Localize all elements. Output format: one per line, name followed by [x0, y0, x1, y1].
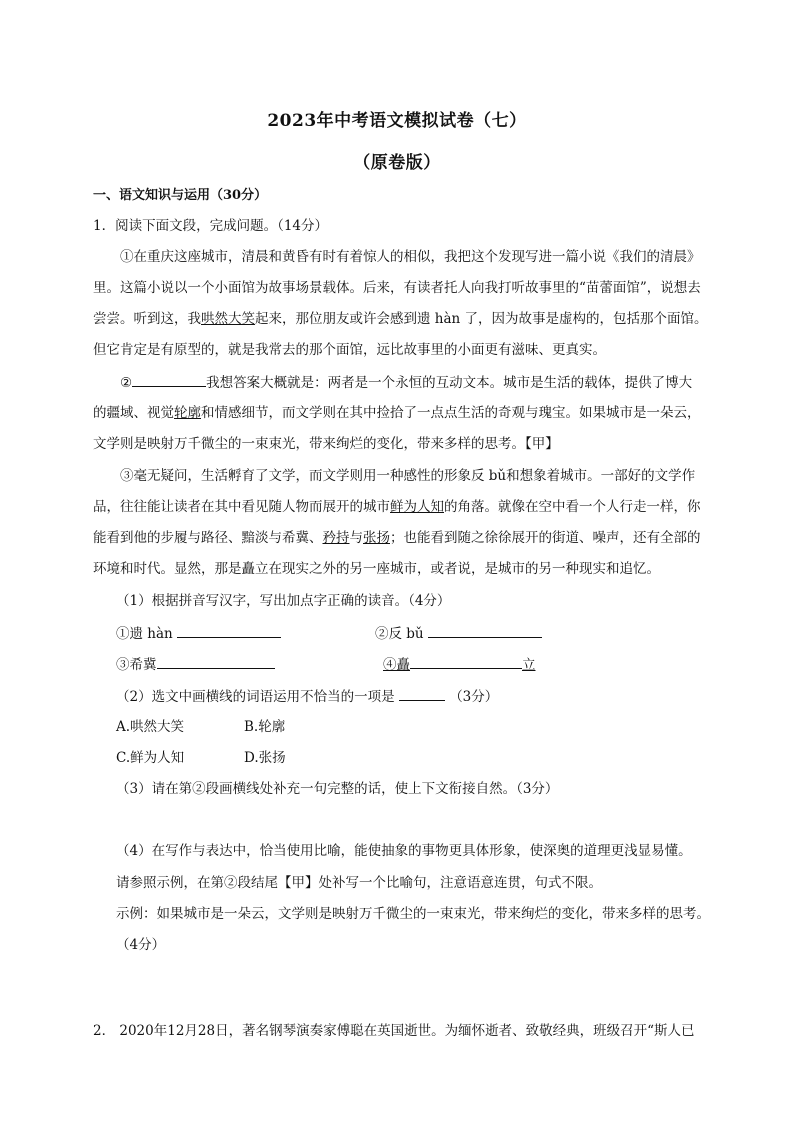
subquestion-4-line1: （4）在写作与表达中，恰当使用比喻，能使抽象的事物更具体形象，使深奥的道理更浅显易懂。 — [116, 843, 692, 859]
passage-text: 的疆域、视觉 — [93, 405, 174, 421]
item-label: ③希冀 — [116, 657, 157, 673]
question-2-stem: 2． 2020年12月28日，著名钢琴演奏家傅聪在英国逝世。为缅怀逝者、致敬经典，班级召开“斯人已 — [93, 1023, 695, 1039]
passage-p2-line2 — [93, 403, 728, 423]
circled-number: ② — [120, 375, 133, 391]
passage-text: 尝尝。听到这，我 — [93, 311, 201, 327]
option-a[interactable]: A.哄然大笑 — [116, 719, 185, 735]
passage-p3-line4: 环境和时代。显然，那是矗立在现实之外的另一座城市，或者说，是城市的另一种现实和追忆。 — [93, 561, 660, 577]
passage-p1-line2: 里。这篇小说以一个小面馆为故事场景载体。后来，有读者托人向我打听故事里的“苗蕾面馆”，说想去 — [93, 280, 701, 296]
subquestion-1-stem: （1）根据拼音写汉字，写出加点字正确的读音。（4分） — [116, 593, 451, 609]
underlined-word: 哄然大笑 — [201, 311, 255, 327]
passage-p1-line1: ①在重庆这座城市，清晨和黄昏有时有着惊人的相似，我把这个发现写进一篇小说《我们的清晨》 — [120, 249, 701, 265]
item-label-end: 立 — [522, 657, 536, 673]
section-heading: 一、语文知识与运用（30分） — [93, 188, 268, 203]
answer-item-d — [383, 654, 623, 675]
passage-text: 品，往往能让读者在其中看见随人物而展开的城市 — [93, 499, 390, 515]
answer-blank[interactable] — [399, 686, 445, 701]
passage-text: 起来，那位朋友或许会感到遗 hàn 了，因为故事是虚构的，包括那个面馆。 — [255, 311, 708, 327]
option-d[interactable]: D.张扬 — [244, 750, 286, 766]
answer-blank[interactable] — [177, 623, 281, 638]
page-subtitle: （原卷版） — [353, 153, 441, 173]
item-label: ④矗 — [383, 657, 410, 673]
passage-p2-line3: 文学则是映射万千微尘的一束束光，带来绚烂的变化，带来多样的思考。【甲】 — [93, 436, 559, 452]
subquestion-3-stem: （3）请在第②段画横线处补充一句完整的话，使上下文衔接自然。（3分） — [116, 781, 559, 797]
answer-blank[interactable] — [410, 654, 522, 669]
passage-text: 和情感细节，而文学则在其中捡拾了一点点生活的奇观与瑰宝。如果城市是一朵云， — [201, 405, 701, 421]
answer-blank[interactable] — [132, 372, 206, 387]
passage-p3-line1: ③毫无疑问，生活孵育了文学，而文学则用一种感性的形象反 bǔ和想象着城市。一部好的文学作 — [120, 468, 696, 484]
passage-text: ；也能看到随之徐徐展开的街道、噪声，还有全部的 — [390, 530, 701, 546]
question-1-stem: 1．阅读下面文段，完成问题。（14分） — [93, 218, 329, 234]
passage-p1-line3 — [93, 309, 728, 329]
passage-text: 与 — [349, 530, 363, 546]
subquestion-4-line3: 示例：如果城市是一朵云，文学则是映射万千微尘的一束束光，带来绚烂的变化，带来多样的思考。 — [116, 906, 710, 922]
passage-p3-line3 — [93, 528, 728, 548]
answer-blank[interactable] — [428, 623, 542, 638]
item-label: ①遗 hàn — [116, 626, 173, 642]
underlined-word: 轮廓 — [174, 405, 201, 421]
option-c[interactable]: C.鲜为人知 — [116, 750, 185, 766]
item-label: ②反 bǔ — [375, 626, 424, 642]
passage-text: 我想答案大概就是：两者是一个永恒的互动文本。城市是生活的载体，提供了博大 — [206, 375, 693, 391]
subquestion-4-line4: （4分） — [116, 937, 166, 953]
answer-item-a — [116, 623, 356, 644]
passage-text: 的角落。就像在空中看一个人行走一样，你 — [444, 499, 701, 515]
answer-blank[interactable] — [157, 654, 275, 669]
underlined-word: 张扬 — [363, 530, 390, 546]
answer-item-c — [116, 654, 356, 675]
stem-text: （2）选文中画横线的词语运用不恰当的一项是 — [116, 689, 395, 705]
option-b[interactable]: B.轮廓 — [244, 719, 286, 735]
passage-p3-line2 — [93, 497, 728, 517]
page-title: 2023年中考语文模拟试卷（七） — [267, 111, 527, 131]
answer-item-b — [375, 623, 615, 644]
stem-score: （3分） — [449, 689, 499, 705]
underlined-word: 矜持 — [322, 530, 350, 546]
passage-text: 能看到他的步履与路径、黯淡与希冀、 — [93, 530, 323, 546]
subquestion-2-stem — [116, 686, 751, 707]
underlined-word: 鲜为人知 — [390, 499, 444, 515]
subquestion-4-line2: 请参照示例，在第②段结尾【甲】处补写一个比喻句，注意语意连贯，句式不限。 — [116, 875, 602, 891]
passage-p2-line1 — [120, 372, 728, 393]
passage-p1-line4: 但它肯定是有原型的，就是我常去的那个面馆，远比故事里的小面更有滋味、更真实。 — [93, 342, 606, 358]
